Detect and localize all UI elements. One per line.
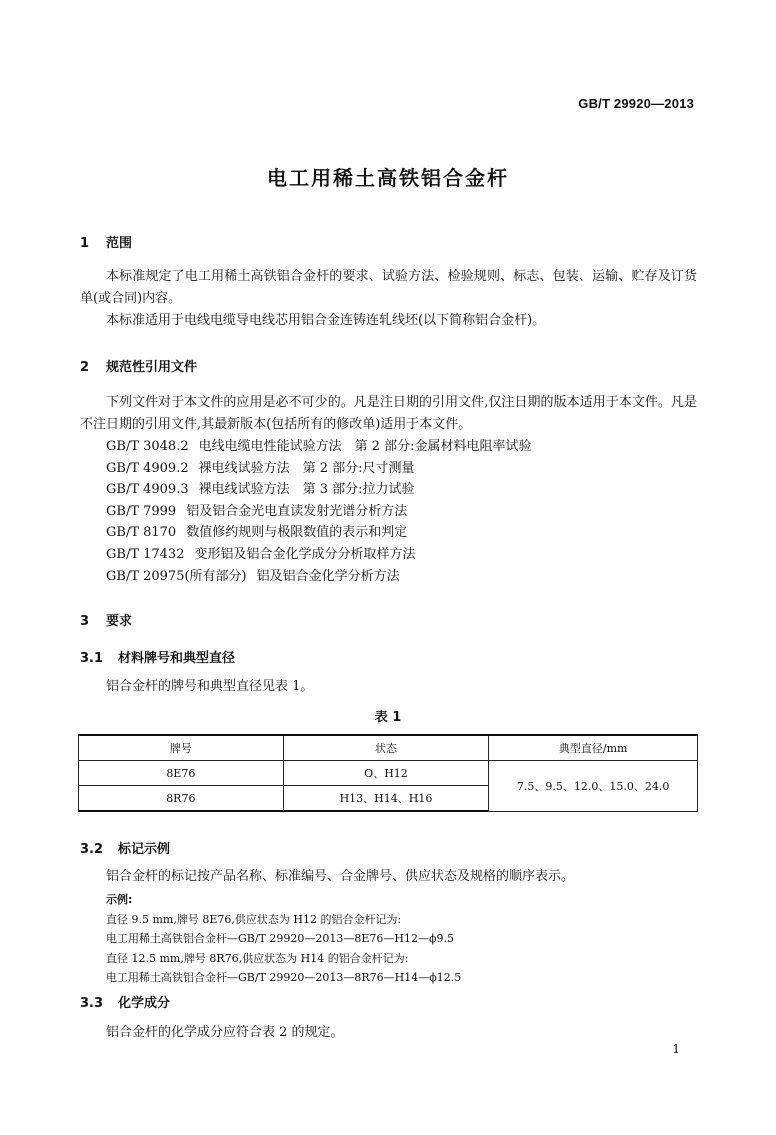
section-number: 2 — [80, 360, 90, 375]
reference-code: GB/T 8170 — [106, 525, 177, 541]
section-title: 标记示例 — [118, 842, 171, 857]
reference-title: 铝及铝合金化学分析方法 — [256, 568, 400, 584]
section-1-paragraph-2: 本标准适用于电线电缆导电线芯用铝合金连铸连轧线坯(以下简称铝合金杆)。 — [106, 313, 546, 328]
reference-code: GB/T 20975(所有部分) — [106, 568, 247, 584]
section-1-heading — [80, 232, 132, 251]
example-line: 直径 9.5 mm,牌号 8E76,供应状态为 H12 的铝合金杆记为: — [106, 912, 402, 926]
cell-grade: 8E76 — [79, 761, 284, 786]
section-2-heading — [80, 356, 197, 375]
section-number: 3.1 — [80, 651, 104, 666]
section-3-1-text: 铝合金杆的牌号和典型直径见表 1。 — [106, 679, 314, 694]
reference-item — [106, 436, 532, 458]
reference-title: 数值修约规则与极限数值的表示和判定 — [186, 525, 408, 541]
reference-title: 电线电缆电性能试验方法 第 2 部分:金属材料电阻率试验 — [198, 439, 532, 454]
section-number: 1 — [80, 236, 90, 251]
reference-title: 变形铝及铝合金化学成分分析取样方法 — [194, 546, 416, 562]
reference-title: 裸电线试验方法 第 3 部分:拉力试验 — [198, 482, 415, 498]
section-3-1-heading — [80, 647, 235, 666]
document-title: 电工用稀土高铁铝合金杆 — [267, 166, 509, 190]
reference-code: GB/T 4909.2 — [106, 460, 189, 476]
header-state: 状态 — [283, 735, 489, 761]
reference-code: GB/T 3048.2 — [106, 439, 189, 454]
section-3-heading — [80, 610, 132, 629]
example-line: 直径 12.5 mm,牌号 8R76,供应状态为 H14 的铝合金杆记为: — [106, 951, 409, 965]
section-1-paragraph-1: 本标准规定了电工用稀土高铁铝合金杆的要求、试验方法、检验规则、标志、包装、运输、贮存及订货单(或合同)内容。 — [80, 269, 697, 306]
section-title: 规范性引用文件 — [106, 360, 198, 375]
cell-diameters: 7.5、9.5、12.0、15.0、24.0 — [489, 761, 698, 812]
section-number: 3.2 — [80, 842, 104, 857]
section-number: 3 — [80, 614, 90, 629]
section-3-3-text: 铝合金杆的化学成分应符合表 2 的规定。 — [106, 1025, 344, 1040]
section-3-3-heading — [80, 992, 170, 1011]
cell-grade: 8R76 — [79, 786, 284, 812]
reference-item — [106, 501, 532, 523]
reference-code: GB/T 4909.3 — [106, 482, 189, 498]
normative-references-list — [106, 436, 532, 587]
example-line: 电工用稀土高铁铝合金杆—GB/T 29920—2013—8E76—H12—ϕ9.5 — [106, 932, 455, 946]
table-1 — [78, 734, 698, 812]
section-3-2-heading — [80, 838, 170, 857]
section-3-2-text: 铝合金杆的标记按产品名称、标准编号、合金牌号、供应状态及规格的顺序表示。 — [106, 869, 575, 884]
page-number: 1 — [672, 1042, 680, 1056]
reference-item — [106, 479, 532, 501]
reference-item — [106, 522, 532, 544]
example-line: 电工用稀土高铁铝合金杆—GB/T 29920—2013—8R76—H14—ϕ12.5 — [106, 971, 462, 985]
section-title: 范围 — [106, 236, 133, 251]
table-row — [79, 761, 698, 786]
section-title: 化学成分 — [118, 996, 171, 1011]
marking-example — [106, 890, 461, 988]
table-1-caption: 表 1 — [374, 710, 402, 725]
cell-state: H13、H14、H16 — [283, 786, 489, 812]
cell-state: O、H12 — [283, 761, 489, 786]
header-grade: 牌号 — [79, 735, 284, 761]
reference-code: GB/T 17432 — [106, 546, 185, 562]
reference-title: 铝及铝合金光电直读发射光谱分析方法 — [186, 503, 408, 519]
standard-code: GB/T 29920—2013 — [578, 96, 694, 111]
reference-item — [106, 566, 532, 588]
table-header-row — [79, 735, 698, 761]
reference-item — [106, 544, 532, 566]
section-title: 材料牌号和典型直径 — [118, 651, 236, 666]
reference-code: GB/T 7999 — [106, 503, 177, 519]
header-diameter: 典型直径/mm — [489, 735, 698, 761]
example-title: 示例: — [106, 893, 133, 906]
section-2-intro: 下列文件对于本文件的应用是必不可少的。凡是注日期的引用文件,仅注日期的版本适用于本文件。凡是不注日期的引用文件,其最新版本(包括所有的修改单)适用于本文件。 — [80, 395, 697, 432]
reference-title: 裸电线试验方法 第 2 部分:尺寸测量 — [198, 460, 415, 476]
section-number: 3.3 — [80, 996, 104, 1011]
reference-item — [106, 458, 532, 480]
section-title: 要求 — [106, 614, 133, 629]
